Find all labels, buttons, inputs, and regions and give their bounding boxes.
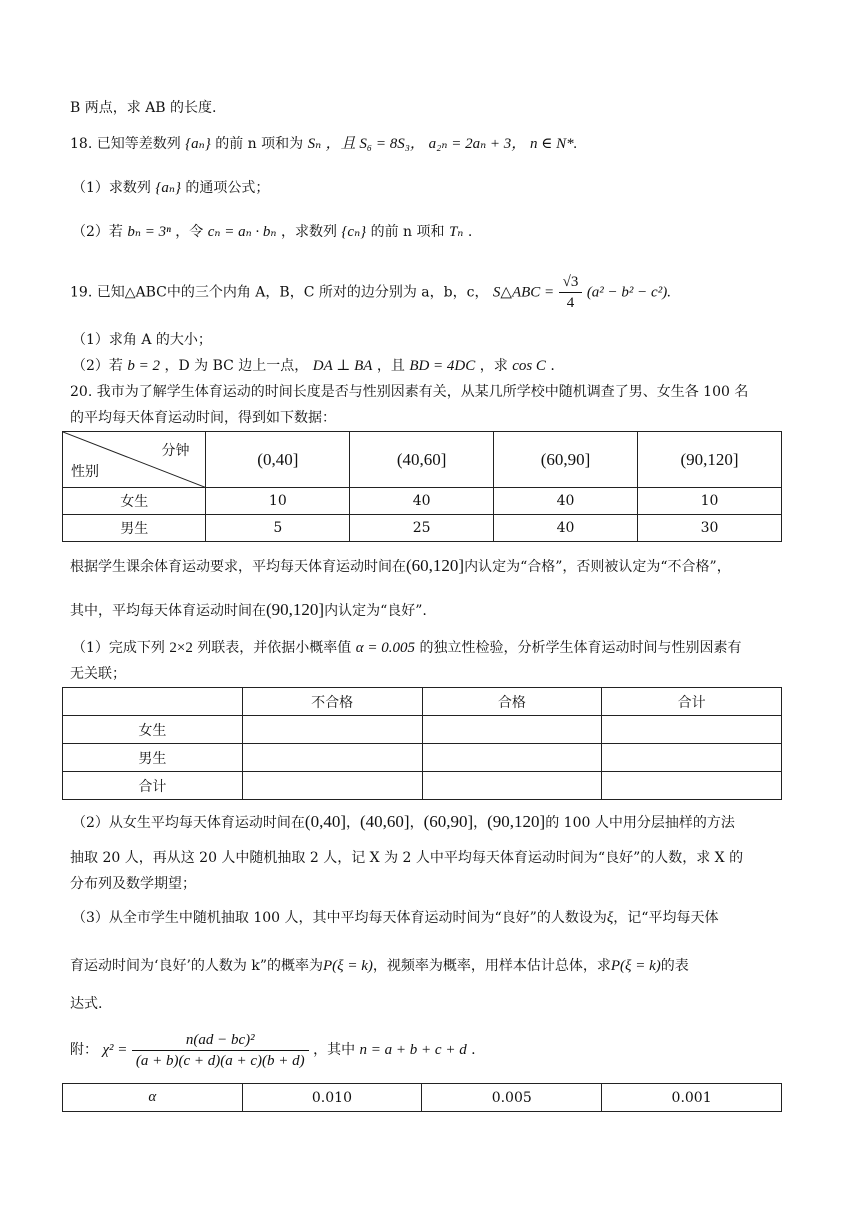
col-header: (60,90] [494,432,638,488]
table-cell: 5 [206,515,350,542]
chi-square-fraction: $\frac{\text{n(ad − bc)²}}{(a + b)(c + d)(a + c)(b + d)}$ [132,1030,309,1071]
criteria-line1: 根据学生课余体育运动要求，平均每天体育运动时间在(60,120]内认定为“合格”，否则被认定为“不合格”， [70,556,731,575]
q18-part1: （1）求数列 {aₙ} 的通项公式； [72,180,270,196]
appendix-formula: 附： χ² = $\frac{\text{n(ad − bc)²}}{(a + b)(c + d)(a + c)(b + d)}$ ，其中 n = a + b + c + d . [70,1031,476,1069]
contingency-header: 不合格 [242,688,422,716]
q19-part2: （2）若 b = 2 ，D 为 BC 边上一点， DA ⊥ BA ，且 BD = 4DC ，求 cos C . [72,358,555,374]
row-label: 男生 [63,515,206,542]
table-cell: 40 [350,488,494,515]
row-label: 女生 [63,716,243,744]
table-row [63,744,782,772]
blank-cell[interactable] [422,716,602,744]
seq-a: {aₙ} [185,136,211,152]
col-header: (40,60] [350,432,494,488]
row-label: 男生 [63,744,243,772]
q20-part1-line2: 无关联； [70,666,126,682]
q20-stem-line2: 的平均每天体育运动时间，得到如下数据： [70,410,336,426]
corner-bottom-label: 性别 [71,464,99,480]
blank-cell[interactable] [602,744,782,772]
table-row [63,488,782,515]
q20-part3-line1: （3）从全市学生中随机抽取 100 人，其中平均每天体育运动时间为“良好”的人数设为ξ，记“平均每天体 [72,910,719,926]
blank-cell[interactable] [602,716,782,744]
corner-top-label: 分钟 [161,443,190,459]
q18-part2: （2）若 bₙ = 3ⁿ ，令 cₙ = aₙ · bₙ ，求数列 {cₙ} 的前 n 项和 Tₙ . [72,224,473,240]
table-row [63,515,782,542]
table-row [63,772,782,800]
q20-part3-line3: 达式. [70,996,103,1012]
col-header: (0,40] [206,432,350,488]
blank-cell[interactable] [422,744,602,772]
row-label: 女生 [63,488,206,515]
alpha-value: 0.010 [242,1084,422,1112]
alpha-label: α [63,1084,243,1112]
q20-part3-line2: 育运动时间为‘良好’的人数为 k”的概率为P(ξ = k)，视频率为概率，用样本估计总体，求P(ξ = k)的表 [70,958,689,974]
col-header: (90,120] [637,432,781,488]
blank-cell[interactable] [242,744,422,772]
blank-cell[interactable] [242,772,422,800]
alpha-table [62,1083,782,1112]
corner-cell [63,432,206,488]
area-fraction: $\frac{√3}{4}$ [559,272,583,313]
q20-stem-line1: 20. 我市为了解学生体育运动的时间长度是否与性别因素有关，从某几所学校中随机调查了男、女生各 100 名 [70,384,749,400]
alpha-value: 0.005 [422,1084,602,1112]
table-cell: 25 [350,515,494,542]
blank-cell[interactable] [422,772,602,800]
q17-tail: B 两点，求 AB 的长度. [70,100,217,116]
row-label: 合计 [63,772,243,800]
q19-stem: 19. 已知△ABC中的三个内角 A，B，C 所对的边分别为 a，b，c， S△ABC = $\frac{√3}{4}$ (a² − b² − c²). [70,274,671,311]
table-cell: 40 [494,515,638,542]
contingency-header [63,688,243,716]
contingency-header: 合计 [602,688,782,716]
blank-cell[interactable] [602,772,782,800]
q20-part2-line2: 抽取 20 人，再从这 20 人中随机抽取 2 人，记 X 为 2 人中平均每天体育运动时间为“良好”的人数，求 X 的 [70,850,744,866]
q19-part1: （1）求角 A 的大小； [72,332,212,348]
table-cell: 10 [637,488,781,515]
blank-cell[interactable] [242,716,422,744]
criteria-line2: 其中，平均每天体育运动时间在(90,120]内认定为“良好”. [70,600,427,619]
table-cell: 10 [206,488,350,515]
contingency-table [62,687,782,800]
q20-part1-line1: （1）完成下列 2×2 列联表，并依据小概率值 α = 0.005 的独立性检验，分析学生体育运动时间与性别因素有 [72,640,742,656]
table-row [63,716,782,744]
table-cell: 30 [637,515,781,542]
q18-stem: 18. 已知等差数列 {aₙ} 的前 n 项和为 Sₙ ，且 S₆ = 8S₃， a₂ₙ = 2aₙ + 3， n ∈ N*. [70,136,578,152]
q20-part2-line3: 分布列及数学期望； [70,876,196,892]
table-cell: 40 [494,488,638,515]
contingency-header: 合格 [422,688,602,716]
q20-part2-line1: （2）从女生平均每天体育运动时间在(0,40]，(40,60]，(60,90]，(90,120]的 100 人中用分层抽样的方法 [72,812,735,831]
data-table [62,431,782,542]
alpha-value: 0.001 [602,1084,782,1112]
